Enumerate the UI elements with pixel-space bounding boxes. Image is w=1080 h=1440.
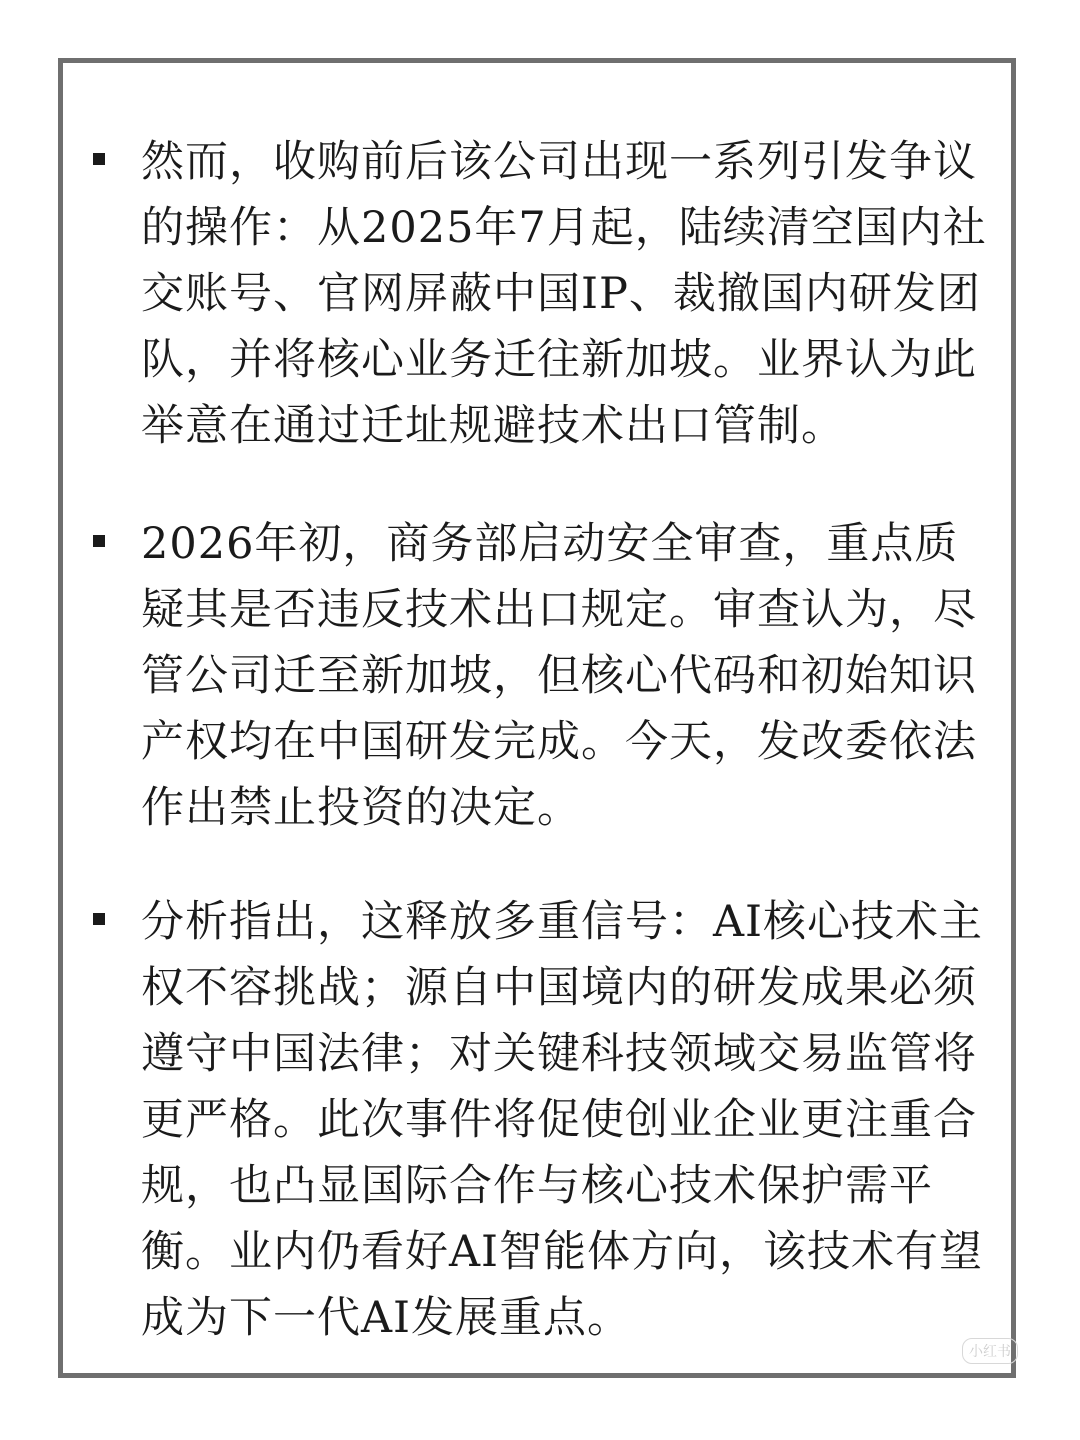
article-frame: [58, 58, 1016, 1378]
bullet-text: 分析指出，这释放多重信号：AI核心技术主权不容挑战；源自中国境内的研发成果必须遵守中国法律；对关键科技领域交易监管将更严格。此次事件将促使创业企业更注重合规，也凸显国际合作与核心技术保护需平衡。业内仍看好AI智能体方向，该技术有望成为下一代AI发展重点。: [141, 897, 984, 1343]
bullet-square-icon: [93, 913, 105, 925]
bullet-square-icon: [93, 153, 105, 165]
bullet-item-review: [93, 511, 999, 841]
bullet-list: [93, 129, 999, 1403]
bullet-square-icon: [93, 535, 105, 547]
bullet-item-acquisition: [93, 129, 999, 459]
bullet-text: 2026年初，商务部启动安全审查，重点质疑其是否违反技术出口规定。审查认为，尽管公司迁至新加坡，但核心代码和初始知识产权均在中国研发完成。今天，发改委依法作出禁止投资的决定。: [141, 519, 977, 833]
watermark-logo: 小红书: [962, 1338, 1018, 1364]
bullet-item-analysis: [93, 889, 999, 1351]
bullet-text: 然而，收购前后该公司出现一系列引发争议的操作：从2025年7月起，陆续清空国内社交账号、官网屏蔽中国IP、裁撤国内研发团队，并将核心业务迁往新加坡。业界认为此举意在通过迁址规避技术出口管制。: [141, 137, 987, 451]
